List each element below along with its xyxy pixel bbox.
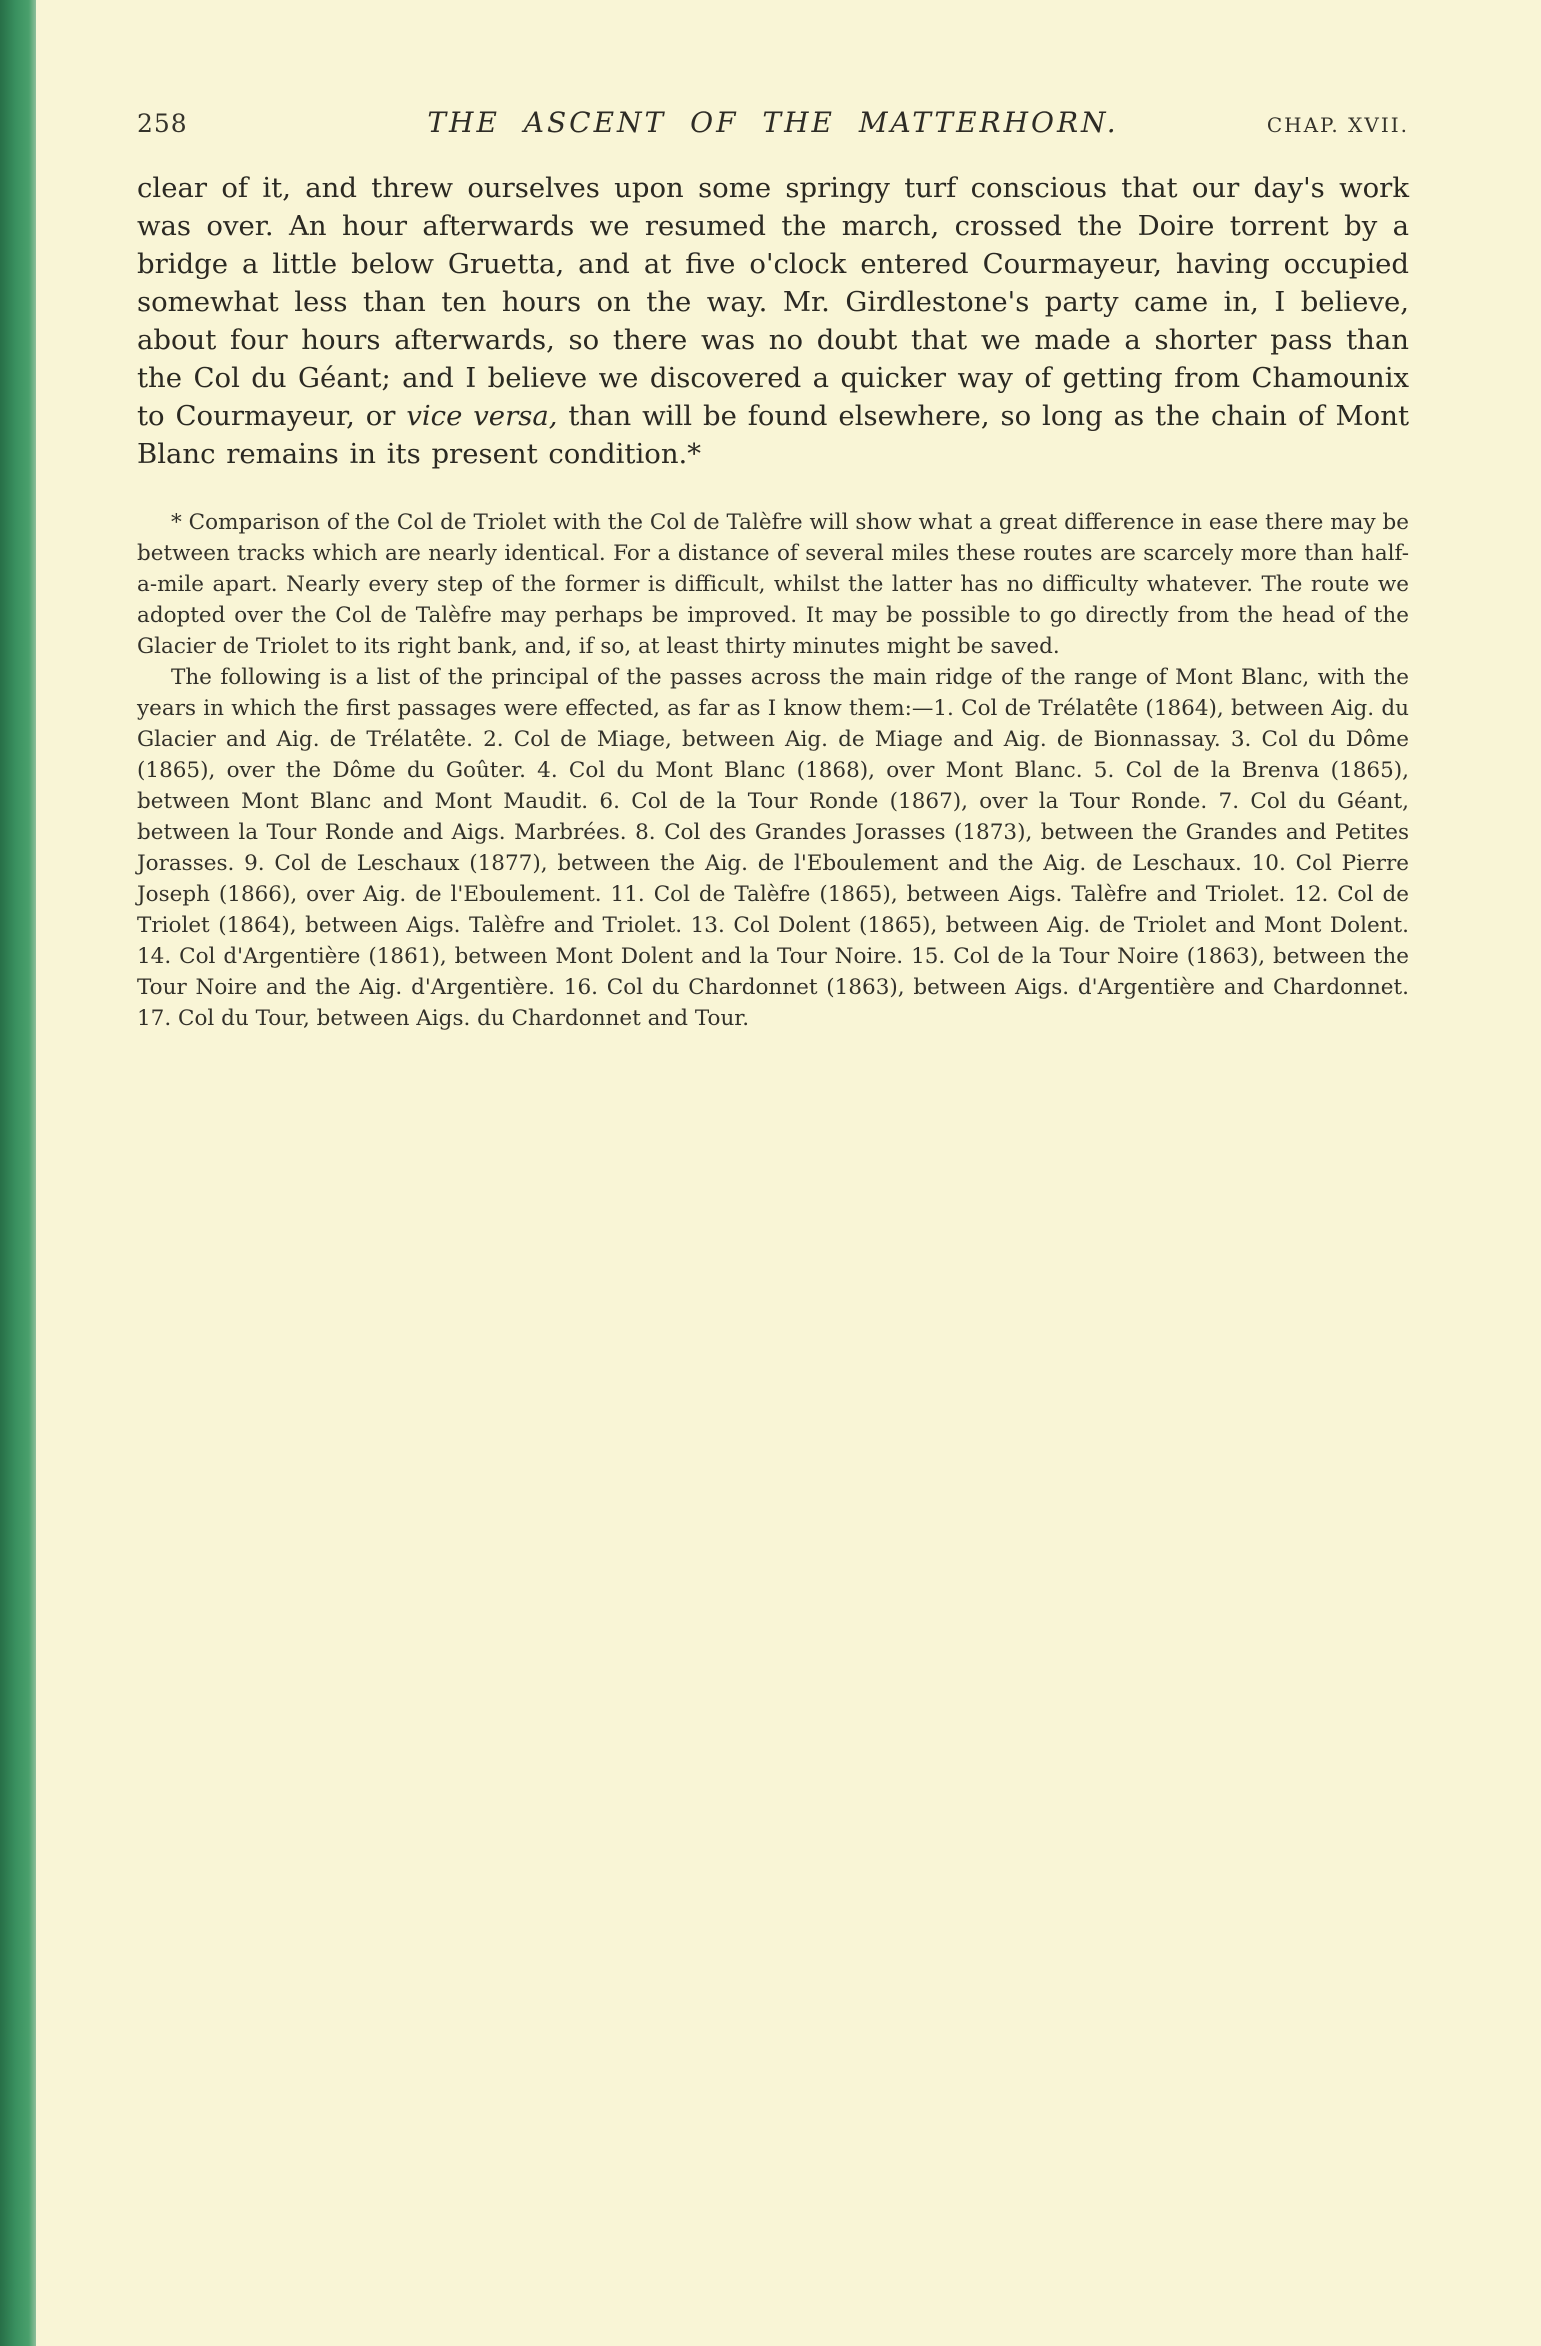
running-title: THE ASCENT OF THE MATTERHORN.: [427, 106, 1119, 139]
book-page: [137, 0, 1409, 1034]
footnote-paragraph-1: * Comparison of the Col de Triolet with the Col de Talèfre will show what a great difference in ease there may be between tracks which are nearly identical. For a distance of several miles these routes are scarcely more than half-a-mile apart. Nearly every step of the former is difficult, whilst the latter has no difficulty whatever. The route we adopted over the Col de Talèfre may perhaps be improved. It may be possible to go directly from the head of the Glacier de Triolet to its right bank, and, if so, at least thirty minutes might be saved.: [137, 510, 1409, 659]
footnote-paragraph-2: The following is a list of the principal of the passes across the main ridge of the range of Mont Blanc, with the years in which the first passages were effected, as far as I know them:—1. Col de Trélatête (1864), between Aig. du Glacier and Aig. de Trélatête. 2. Col de Miage, between Aig. de Miage and Aig. de Bionnassay. 3. Col du Dôme (1865), over the Dôme du Goûter. 4. Col du Mont Blanc (1868), over Mont Blanc. 5. Col de la Brenva (1865), between Mont Blanc and Mont Maudit. 6. Col de la Tour Ronde (1867), over la Tour Ronde. 7. Col du Géant, between la Tour Ronde and Aigs. Marbrées. 8. Col des Grandes Jorasses (1873), between the Grandes and Petites Jorasses. 9. Col de Leschaux (1877), between the Aig. de l'Eboulement and the Aig. de Leschaux. 10. Col Pierre Joseph (1866), over Aig. de l'Eboulement. 11. Col de Talèfre (1865), between Aigs. Talèfre and Triolet. 12. Col de Triolet (1864), between Aigs. Talèfre and Triolet. 13. Col Dolent (1865), between Aig. de Triolet and Mont Dolent. 14. Col d'Argentière (1861), between Mont Dolent and la Tour Noire. 15. Col de la Tour Noire (1863), between the Tour Noire and the Aig. d'Argentière. 16. Col du Chardonnet (1863), between Aigs. d'Argentière and Chardonnet. 17. Col du Tour, between Aigs. du Chardonnet and Tour.: [137, 665, 1409, 1031]
main-paragraph-text: clear of it, and threw ourselves upon some springy turf conscious that our day's work was over. An hour afterwards we resumed the march, crossed the Doire torrent by a bridge a little below Gruetta, and at five o'clock entered Courmayeur, having occupied somewhat less than ten hours on the way. Mr. Girdlestone's party came in, I believe, about four hours afterwards, so there was no doubt that we made a shorter pass than the Col du Géant; and I believe we discovered a quicker way of getting from Chamounix to Courmayeur, or: [137, 172, 1409, 432]
italic-phrase: vice versa,: [406, 400, 558, 432]
chapter-label: CHAP. XVII.: [1266, 113, 1409, 137]
book-edge-strip: [0, 0, 36, 2346]
main-paragraph: [137, 169, 1409, 473]
page-header: [137, 106, 1409, 139]
footnote-block: [137, 507, 1409, 1034]
main-paragraph-text-continued: than will be found elsewhere, so long as the chain of Mont Blanc remains in its present condition.*: [137, 400, 1409, 470]
page-number: 258: [137, 109, 188, 138]
